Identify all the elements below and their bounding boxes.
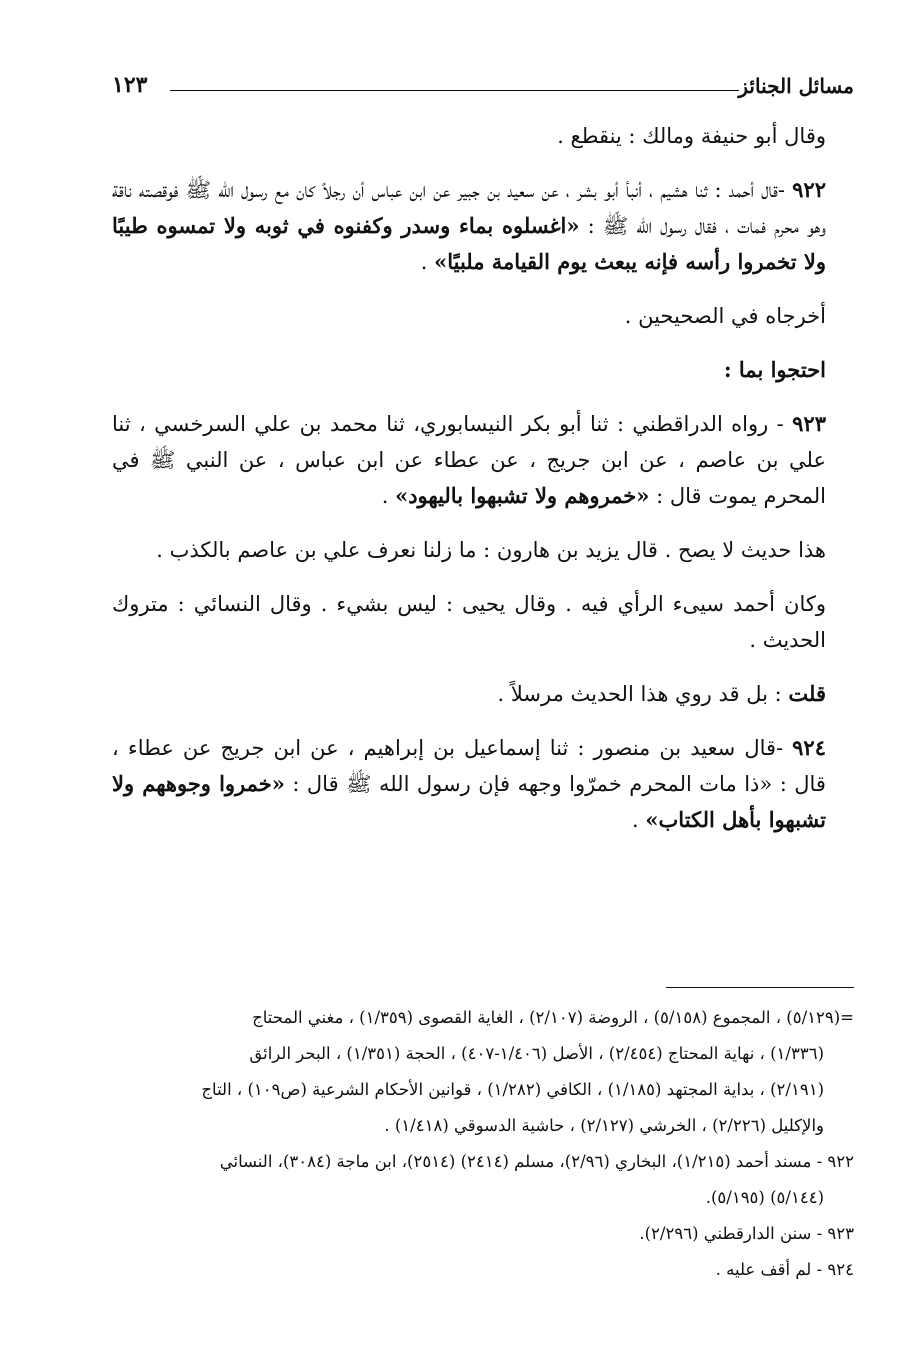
- hadith-text: -قال سعيد بن منصور : ثنا إسماعيل بن إبراهيم ، عن ابن جريج عن عطاء ، قال : «ذا مات المحرم خمرّوا وجهه فإن رسول الله ﷺ قال :: [112, 736, 826, 796]
- chapter-title: مسائل الجنائز: [738, 74, 854, 98]
- running-header: [112, 74, 854, 108]
- hadith-end: .: [632, 808, 646, 832]
- hadith-quote: «خمروا وجوههم ولا تشبهوا بأهل الكتاب»: [112, 771, 826, 832]
- hadith-end: .: [381, 484, 396, 508]
- hadith-end: .: [420, 250, 435, 274]
- paragraph-qultu: [112, 676, 854, 712]
- paragraph-ahmad-opinion: وكان أحمد سيىء الرأي فيه . وقال يحيى : ليس بشيء . وقال النسائي : متروك الحديث .: [112, 592, 826, 652]
- hadith-number: ٩٢٣: [792, 411, 826, 436]
- page-number: ١٢٣: [112, 72, 148, 98]
- hadith-922: [112, 172, 854, 280]
- hadith-923: [112, 406, 854, 514]
- footnote-line: (١/٣٣٦) ، نهاية المحتاج (٢/٤٥٤) ، الأصل (١/٤٠٦-٤٠٧) ، الحجة (١/٣٥١) ، البحر الرائق: [249, 1044, 824, 1063]
- footnote-line: (٢/١٩١) ، بداية المجتهد (١/١٨٥) ، الكافي (١/٢٨٢) ، قوانين الأحكام الشرعية (ص١٠٩) ، التاج: [201, 1080, 824, 1099]
- hadith-text: - رواه الدراقطني : ثنا أبو بكر النيسابوري، ثنا محمد بن علي السرخسي ، ثنا علي بن عاصم ، عن ابن جريج ، عن عطاء عن ابن عباس ، عن النبي ﷺ في المحرم يموت قال :: [112, 412, 826, 508]
- hadith-number: ٩٢٤: [792, 735, 826, 760]
- qultu-label: قلت: [788, 681, 826, 706]
- footnote-separator: [666, 987, 854, 988]
- heading-text: احتجوا بما :: [723, 357, 826, 382]
- footnote-924: ٩٢٤ - لم أقف عليه .: [715, 1260, 854, 1279]
- header-rule: [170, 90, 739, 91]
- hadith-quote: «خمروهم ولا تشبهوا باليهود»: [395, 483, 650, 508]
- hadith-924: [112, 730, 854, 838]
- paragraph-sahihayn: أخرجاه في الصحيحين .: [624, 304, 826, 328]
- footnote-line: =(٥/١٢٩) ، المجموع (٥/١٥٨) ، الروضة (٢/١٠٧) ، الغاية القصوى (١/٣٥٩) ، مغني المحتاج: [252, 1008, 854, 1027]
- paragraph-abu-hanifa: وقال أبو حنيفة ومالك : ينقطع .: [557, 124, 826, 148]
- footnote-line: (٥/١٤٤) (٥/١٩٥).: [705, 1188, 824, 1207]
- hadith-quote: «اغسلوه بماء وسدر وكفنوه في ثوبه ولا تمسوه طيبًا ولا تخمروا رأسه فإنه يبعث يوم القيامة ملبيًا»: [112, 213, 826, 274]
- footnote-line: والإكليل (٢/٢٢٦) ، الخرشي (٢/١٢٧) ، حاشية الدسوقي (١/٤١٨) .: [384, 1116, 824, 1135]
- main-text: [112, 118, 854, 838]
- footnote-922: ٩٢٢ - مسند أحمد (١/٢١٥)، البخاري (٢/٩٦)، مسلم (٢٤١٤) (٢٥١٤)، ابن ماجة (٣٠٨٤)، النسائي: [219, 1152, 854, 1171]
- hadith-text: -قال أحمد : ثنا هشيم ، أنبأ أبو بشر ، عن سعيد بن جبير عن ابن عباس أن رجلاً كان مع رسول الله ﷺ فوقصته ناقة وهو محرم فمات ، فقال رسول الله ﷺ :: [112, 178, 826, 238]
- paragraph-not-authentic: هذا حديث لا يصح . قال يزيد بن هارون : ما زلنا نعرف علي بن عاصم بالكذب .: [156, 538, 826, 562]
- footnote-923: ٩٢٣ - سنن الدارقطني (٢/٢٩٦).: [639, 1224, 854, 1243]
- footnotes: [112, 1000, 854, 1288]
- section-heading: [112, 352, 854, 388]
- hadith-number: ٩٢٢: [792, 177, 826, 202]
- qultu-text: : بل قد روي هذا الحديث مرسلاً .: [497, 682, 789, 706]
